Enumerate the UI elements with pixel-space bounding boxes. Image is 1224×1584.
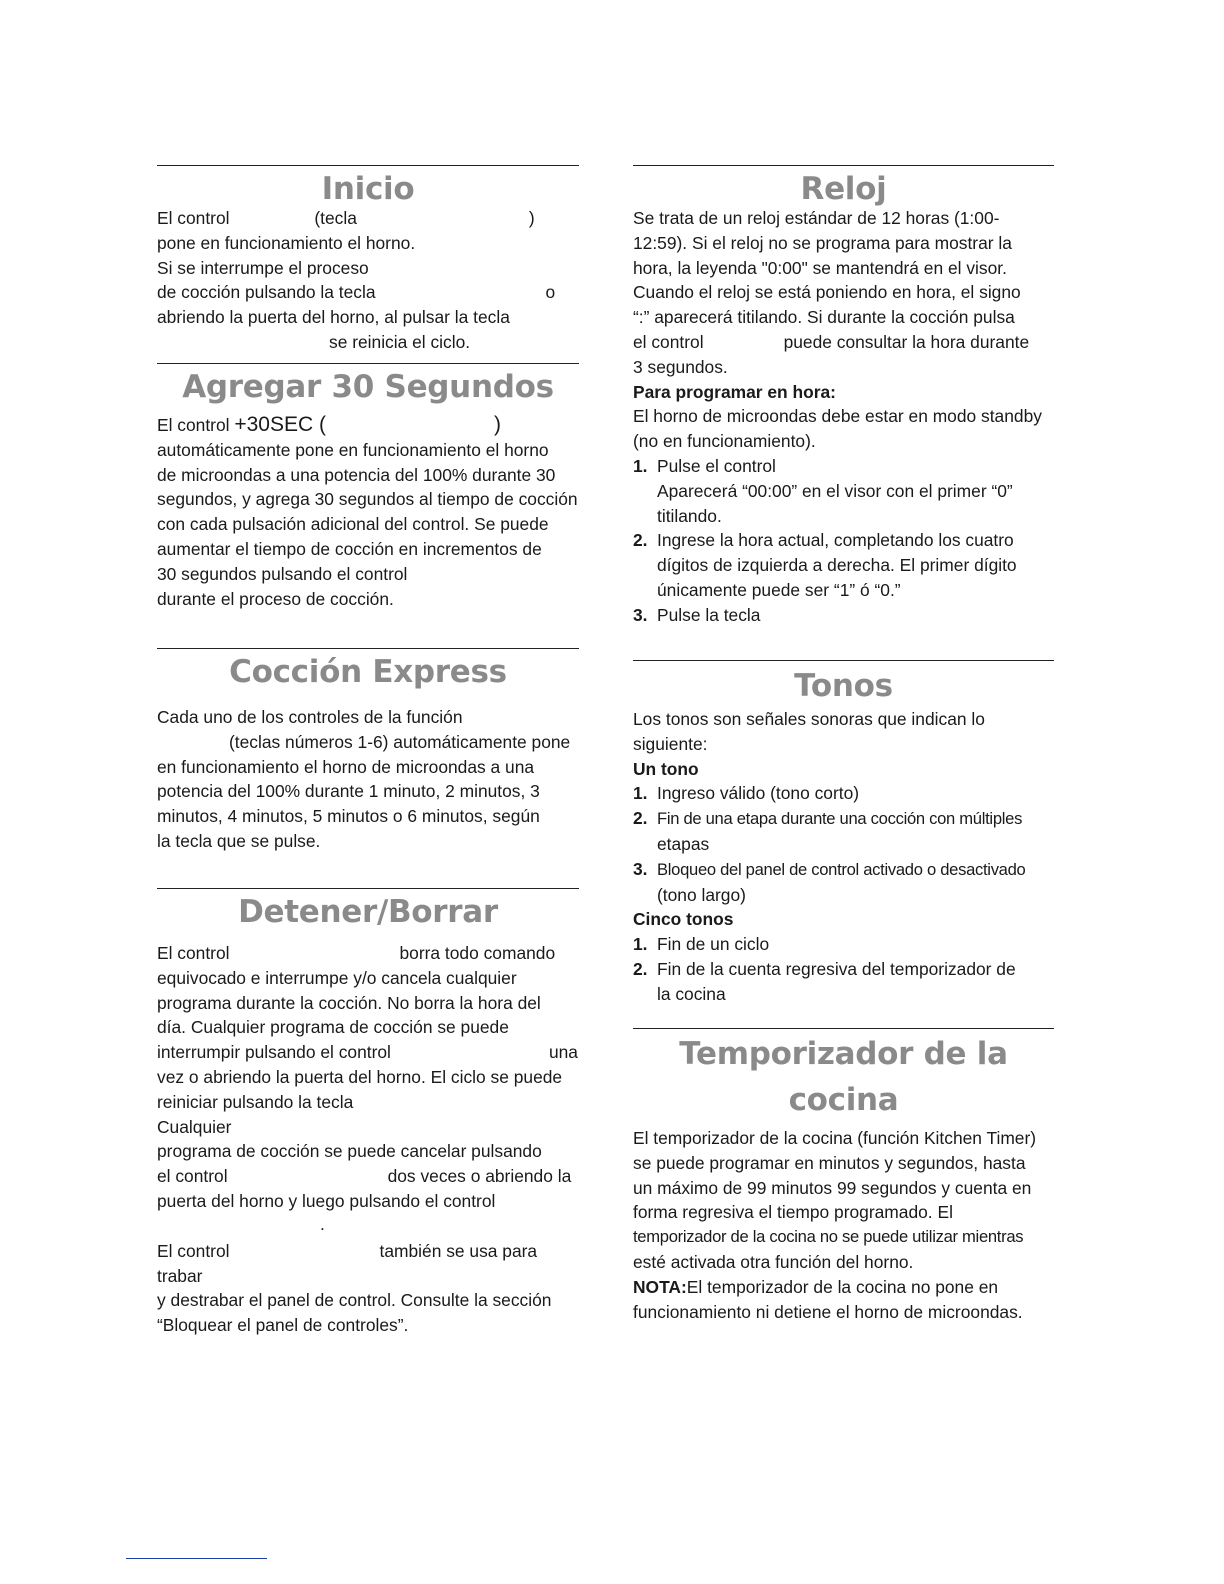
text: El control: [157, 1240, 230, 1261]
text-line: El temporizador de la cocina (función Kitchen Timer): [633, 1128, 1037, 1148]
text-line: (no en funcionamiento).: [633, 431, 816, 452]
list-number: 2.: [633, 530, 648, 551]
left-column: [157, 165, 579, 1338]
section-title: Temporizador de la cocina: [679, 1036, 1008, 1118]
section-agregar-30-segundos: [157, 363, 579, 648]
right-column: [633, 165, 1054, 1324]
text-line: 30 segundos pulsando el control: [157, 563, 408, 584]
text-line: [157, 413, 579, 438]
text: El temporizador de la cocina no pone en: [686, 1276, 999, 1297]
text: puede consultar la hora durante: [783, 331, 1030, 352]
text-line: 12:59). Si el reloj no se programa para mostrar la: [633, 232, 1012, 253]
text: o: [545, 282, 556, 303]
text: de cocción pulsando la tecla: [157, 282, 376, 303]
text: El control: [157, 208, 230, 228]
text: Cualquier: [157, 1116, 232, 1137]
five-tones-list: [633, 932, 1054, 1006]
text: reiniciar pulsando la tecla: [157, 1091, 354, 1112]
text: el control: [157, 1166, 228, 1187]
list-number: 1.: [633, 934, 648, 955]
text: Fin de la cuenta regresiva del temporizador de: [657, 958, 1016, 979]
list-number: 1.: [633, 783, 648, 804]
text-line: un máximo de 99 minutos 99 segundos y cuenta en: [633, 1177, 1032, 1198]
text-line: 3 segundos.: [633, 356, 728, 377]
list-number: 3.: [633, 858, 648, 879]
text-line: “:” aparecerá titilando. Si durante la cocción pulsa: [633, 307, 1015, 328]
text-line: en funcionamiento el horno de microondas a una: [157, 756, 535, 777]
subheading: Para programar en hora:: [633, 381, 836, 402]
text-line: abriendo la puerta del horno, al pulsar la tecla: [157, 307, 510, 328]
text-line: El horno de microondas debe estar en modo standby: [633, 406, 1042, 427]
text: etapas: [657, 833, 710, 854]
text: interrumpir pulsando el control: [157, 1042, 391, 1063]
one-tone-list: [633, 781, 1054, 907]
list-item: [633, 528, 1054, 602]
text-line: temporizador de la cocina no se puede utilizar mientras: [633, 1227, 1024, 1247]
list-item: [633, 857, 1054, 908]
text: Pulse el control: [657, 455, 776, 476]
section-title: Agregar 30 Segundos: [182, 369, 554, 405]
section-detener-borrar: [157, 888, 579, 1338]
text-line: [157, 280, 579, 305]
text-line: Cuando el reloj se está poniendo en hora, el signo: [633, 282, 1021, 303]
text: Ingrese la hora actual, completando los cuatro: [657, 530, 1014, 551]
text: Aparecerá “00:00” en el visor con el primer “0”: [657, 480, 1013, 501]
section-title: Tonos: [794, 668, 893, 704]
text: ): [528, 208, 535, 228]
text-line: Se trata de un reloj estándar de 12 horas (1:00-: [633, 208, 1000, 228]
text: +30SEC (: [234, 413, 326, 436]
text-line: Los tonos son señales sonoras que indican lo: [633, 709, 985, 729]
text: ): [493, 413, 501, 436]
text-line: aumentar el tiempo de cocción en incrementos de: [157, 538, 542, 559]
text-line: minutos, 4 minutos, 5 minutos o 6 minutos, según: [157, 806, 540, 827]
text-line: programa durante la cocción. No borra la hora del: [157, 992, 541, 1013]
text: una: [548, 1042, 578, 1063]
text-line: [157, 206, 579, 231]
section-title: Inicio: [321, 171, 415, 207]
text: titilando.: [657, 505, 722, 526]
text-line: “Bloquear el panel de controles”.: [157, 1315, 409, 1336]
text: la cocina: [657, 983, 726, 1004]
text-line: Si se interrumpe el proceso: [157, 257, 369, 278]
list-number: 1.: [633, 455, 648, 476]
text-line: siguiente:: [633, 733, 708, 754]
text: dígitos de izquierda a derecha. El primer dígito: [657, 555, 1017, 576]
text-line: [157, 1090, 579, 1140]
section-title: Reloj: [800, 171, 887, 207]
text-line: potencia del 100% durante 1 minuto, 2 minutos, 3: [157, 781, 540, 802]
text-line: esté activada otra función del horno.: [633, 1251, 914, 1272]
list-item: [633, 932, 1054, 957]
text: también se usa para trabar: [157, 1240, 538, 1286]
text-line: [157, 1164, 579, 1189]
text: dos veces o abriendo la: [387, 1166, 572, 1187]
text: el control: [633, 331, 704, 352]
text: El control: [157, 415, 230, 435]
text-line: la tecla que se pulse.: [157, 830, 321, 851]
text-line: de microondas a una potencia del 100% durante 30: [157, 464, 556, 485]
list-item: [633, 957, 1054, 1007]
section-inicio: [157, 165, 579, 363]
text: Pulse la tecla: [657, 604, 761, 625]
section-title: Cocción Express: [229, 654, 507, 690]
text-line: [157, 1239, 579, 1289]
text-line: equivocado e interrumpe y/o cancela cualquier: [157, 967, 517, 988]
section-title: Detener/Borrar: [238, 894, 498, 930]
text: Fin de una etapa durante una cocción con múltiples: [657, 809, 1023, 829]
text-line: (teclas números 1-6) automáticamente pone: [229, 731, 571, 752]
text-line: segundos, y agrega 30 segundos al tiempo de cocción: [157, 489, 578, 510]
text-line: puerta del horno y luego pulsando el control: [157, 1190, 496, 1211]
text-line: .: [320, 1213, 325, 1234]
text-line: y destrabar el panel de control. Consulte la sección: [157, 1290, 552, 1311]
text-line: [157, 941, 579, 966]
text: Bloqueo del panel de control activado o desactivado: [657, 859, 1026, 879]
text-line: día. Cualquier programa de cocción se puede: [157, 1017, 509, 1038]
footer-rule: [126, 1558, 267, 1559]
text: El control: [157, 943, 230, 963]
text: borra todo comando: [399, 943, 556, 963]
text-line: automáticamente pone en funcionamiento el horno: [157, 439, 549, 460]
text-line: funcionamiento ni detiene el horno de microondas.: [633, 1301, 1023, 1322]
list-item: [633, 781, 1054, 806]
list-item: [633, 806, 1054, 857]
text-line: con cada pulsación adicional del control. Se puede: [157, 514, 549, 535]
text-line: [633, 330, 1054, 355]
section-temporizador: [633, 1028, 1054, 1324]
text-line: programa de cocción se puede cancelar pulsando: [157, 1141, 542, 1162]
note-label: NOTA:: [633, 1276, 687, 1297]
text-line: hora, la leyenda "0:00" se mantendrá en el visor.: [633, 257, 1007, 278]
text-line: Cada uno de los controles de la función: [157, 707, 463, 727]
text-line: [157, 1040, 579, 1065]
text-line: vez o abriendo la puerta del horno. El ciclo se puede: [157, 1066, 563, 1087]
text: únicamente puede ser “1” ó “0.”: [657, 579, 901, 600]
text-line: forma regresiva el tiempo programado. El: [633, 1202, 953, 1223]
text-line: se puede programar en minutos y segundos, hasta: [633, 1152, 1026, 1173]
subheading: Un tono: [633, 758, 699, 779]
subheading: Cinco tonos: [633, 909, 734, 930]
list-number: 2.: [633, 808, 648, 829]
list-number: 2.: [633, 958, 648, 979]
text: (tono largo): [657, 884, 746, 905]
text-line: pone en funcionamiento el horno.: [157, 232, 416, 253]
list-item: [633, 603, 1054, 628]
text-line: durante el proceso de cocción.: [157, 588, 394, 609]
text: Ingreso válido (tono corto): [657, 783, 860, 804]
section-tonos: [633, 660, 1054, 1028]
section-coccion-express: [157, 648, 579, 888]
text: (tecla: [314, 208, 357, 228]
list-number: 3.: [633, 604, 648, 625]
section-reloj: [633, 165, 1054, 660]
text-line: se reinicia el ciclo.: [329, 331, 471, 352]
list-item: [633, 454, 1054, 528]
text-line: [633, 1275, 1054, 1300]
steps-list: [633, 454, 1054, 628]
text: Fin de un ciclo: [657, 934, 770, 955]
